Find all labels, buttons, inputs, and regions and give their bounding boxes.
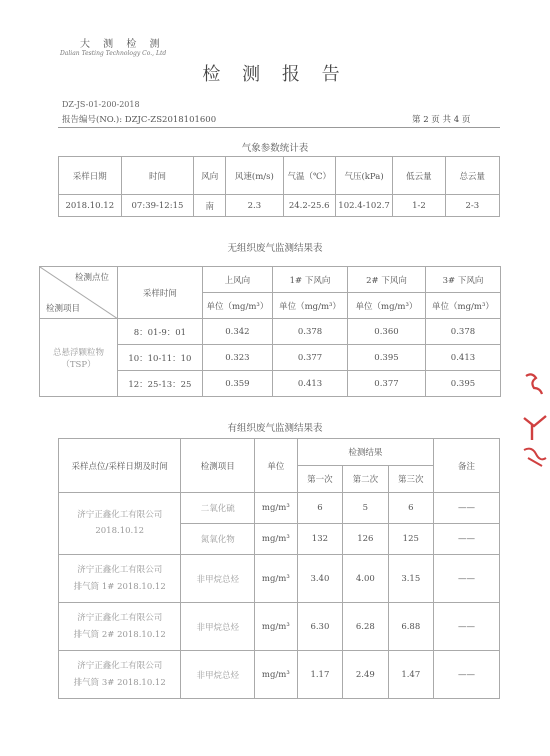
sampling-time: 10：10-11：10	[117, 345, 202, 371]
tsp-item-label: 总悬浮颗粒物（TSP）	[40, 319, 118, 397]
measurement-value: 6.30	[297, 603, 342, 651]
table-row	[59, 651, 500, 699]
unit-header: 单位（mg/m³）	[425, 293, 500, 319]
table-row	[59, 603, 500, 651]
weather-low-cloud: 1-2	[393, 195, 445, 217]
weather-temperature: 24.2-25.6	[283, 195, 335, 217]
measurement-value: 6.88	[388, 603, 433, 651]
weather-header-low-cloud: 低云量	[393, 157, 445, 195]
item-name: 非甲烷总烃	[181, 651, 255, 699]
tsp-value: 0.377	[348, 371, 426, 397]
weather-header-date: 采样日期	[59, 157, 122, 195]
weather-header-wind-speed: 风速(m/s)	[226, 157, 283, 195]
unit-value: mg/m³	[255, 493, 298, 524]
weather-wind-speed: 2.3	[226, 195, 283, 217]
item-name: 非甲烷总烃	[181, 555, 255, 603]
weather-pressure: 102.4-102.7	[335, 195, 392, 217]
unit-header: 单位（mg/m³）	[273, 293, 348, 319]
remark-value: ——	[434, 555, 500, 603]
document-number: DZ-JS-01-200-2018	[62, 100, 140, 109]
measurement-value: 3.15	[388, 555, 433, 603]
sampling-time: 8：01-9：01	[117, 319, 202, 345]
sampling-point-cell	[59, 493, 181, 555]
weather-header-time: 时间	[121, 157, 194, 195]
tsp-value: 0.323	[202, 345, 272, 371]
report-number: 报告编号(NO.): DZJC-ZS2018101600	[62, 115, 217, 125]
unit-header: 单位（mg/m³）	[348, 293, 426, 319]
tsp-value: 0.395	[348, 345, 426, 371]
tsp-value: 0.413	[425, 345, 500, 371]
weather-header-wind-direction: 风向	[194, 157, 226, 195]
page-title: 检 测 报 告	[202, 64, 348, 85]
weather-header-total-cloud: 总云量	[445, 157, 499, 195]
measurement-value: 126	[343, 524, 388, 555]
weather-total-cloud: 2-3	[445, 195, 499, 217]
tsp-value: 0.395	[425, 371, 500, 397]
weather-header-pressure: 气压(kPa)	[335, 157, 392, 195]
item-name: 非甲烷总烃	[181, 603, 255, 651]
weather-table	[58, 156, 500, 217]
tsp-value: 0.359	[202, 371, 272, 397]
point-header-downwind-3: 3# 下风向	[425, 267, 500, 293]
unorganized-table-title: 无组织废气监测结果表	[227, 243, 323, 254]
table-row	[40, 319, 501, 345]
measurement-value: 1.47	[388, 651, 433, 699]
tsp-value: 0.377	[273, 345, 348, 371]
point-header-upwind: 上风向	[202, 267, 272, 293]
third-measurement-header: 第三次	[388, 466, 433, 493]
seal-stamp-partial	[518, 362, 550, 472]
tsp-value: 0.378	[425, 319, 500, 345]
measurement-value: 132	[297, 524, 342, 555]
page-indicator: 第 2 页 共 4 页	[412, 115, 471, 125]
sampling-point-company: 济宁正鑫化工有限公司	[77, 565, 163, 576]
tsp-value: 0.360	[348, 319, 426, 345]
item-name: 二氧化硫	[181, 493, 255, 524]
sampling-point-company: 济宁正鑫化工有限公司	[77, 510, 163, 521]
sampling-time-header: 采样时间	[117, 267, 202, 319]
measurement-value: 2.49	[343, 651, 388, 699]
measurement-value: 6	[388, 493, 433, 524]
corner-label-point: 检测点位	[74, 273, 109, 283]
organized-table-title: 有组织废气监测结果表	[227, 423, 323, 434]
sampling-point-cell	[59, 651, 181, 699]
remark-value: ——	[434, 651, 500, 699]
weather-table-title: 气象参数统计表	[241, 143, 309, 154]
unit-value: mg/m³	[255, 603, 298, 651]
weather-time: 07:39-12:15	[121, 195, 194, 217]
sampling-point-cell	[59, 603, 181, 651]
unit-value: mg/m³	[255, 555, 298, 603]
point-header-downwind-2: 2# 下风向	[348, 267, 426, 293]
tsp-value: 0.342	[202, 319, 272, 345]
remark-value: ——	[434, 493, 500, 524]
sampling-point-stack: 排气筒 1# 2018.10.12	[73, 581, 166, 592]
table-row	[59, 195, 500, 217]
remark-value: ——	[434, 603, 500, 651]
corner-label-item: 检测项目	[46, 304, 81, 314]
measurement-value: 125	[388, 524, 433, 555]
sampling-point-company: 济宁正鑫化工有限公司	[77, 613, 163, 624]
diagonal-header-cell	[40, 267, 118, 319]
measurement-value: 6	[297, 493, 342, 524]
weather-wind-direction: 南	[194, 195, 226, 217]
point-date-header: 采样点位/采样日期及时间	[59, 439, 181, 493]
sampling-point-stack: 排气筒 3# 2018.10.12	[73, 677, 166, 688]
table-row	[59, 555, 500, 603]
measurement-value: 6.28	[343, 603, 388, 651]
measurement-value: 4.00	[343, 555, 388, 603]
sampling-point-stack: 排气筒 2# 2018.10.12	[73, 629, 166, 640]
item-name: 氮氧化物	[181, 524, 255, 555]
tsp-value: 0.413	[273, 371, 348, 397]
unorganized-table	[39, 266, 501, 397]
company-name-cn: 大 测 检 测	[80, 39, 165, 50]
unit-header: 单位	[255, 439, 298, 493]
sampling-time: 12：25-13：25	[117, 371, 202, 397]
sampling-point-company: 济宁正鑫化工有限公司	[77, 661, 163, 672]
unit-value: mg/m³	[255, 651, 298, 699]
tsp-value: 0.378	[273, 319, 348, 345]
header-divider	[58, 127, 500, 128]
results-header: 检测结果	[297, 439, 433, 466]
point-header-downwind-1: 1# 下风向	[273, 267, 348, 293]
measurement-value: 5	[343, 493, 388, 524]
unit-value: mg/m³	[255, 524, 298, 555]
company-name-en: Dalian Testing Technology Co., Ltd	[60, 50, 167, 57]
measurement-value: 3.40	[297, 555, 342, 603]
unit-header: 单位（mg/m³）	[202, 293, 272, 319]
measurement-value: 1.17	[297, 651, 342, 699]
item-header: 检测项目	[181, 439, 255, 493]
sampling-point-date: 2018.10.12	[95, 525, 145, 536]
weather-date: 2018.10.12	[59, 195, 122, 217]
organized-table	[58, 438, 500, 699]
sampling-point-cell	[59, 555, 181, 603]
weather-header-temperature: 气温（℃）	[283, 157, 335, 195]
second-measurement-header: 第二次	[343, 466, 388, 493]
remark-header: 备注	[434, 439, 500, 493]
first-measurement-header: 第一次	[297, 466, 342, 493]
remark-value: ——	[434, 524, 500, 555]
table-row	[59, 493, 500, 524]
